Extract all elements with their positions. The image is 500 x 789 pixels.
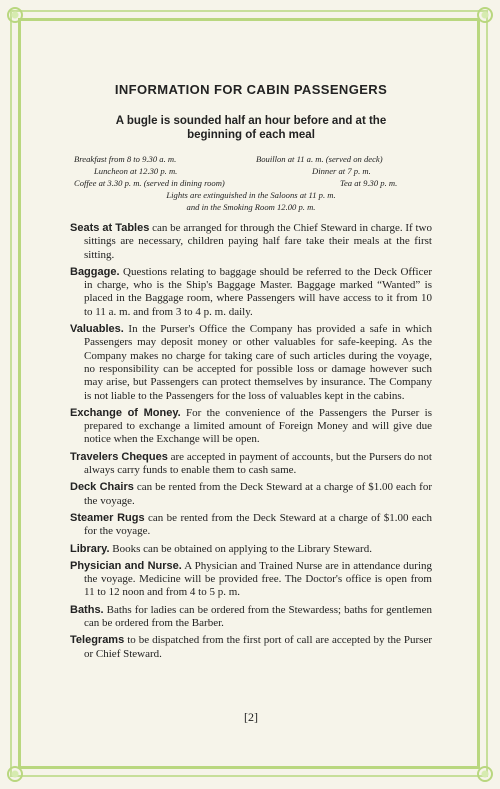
- subtitle-line: A bugle is sounded half an hour before and at the: [115, 115, 387, 127]
- entry-term: Exchange of Money.: [70, 406, 181, 419]
- schedule-lights: and in the Smoking Room 12.00 p. m.: [186, 202, 316, 212]
- page-title: INFORMATION FOR CABIN PASSENGERS: [114, 82, 388, 97]
- entry-text: In the Purser's Office the Company has provided a safe in which Passengers may deposit money or other valuables for safe-keeping. As the Company makes no charge for taking care of such articles during the voyage, no responsibility can be accepted for possible loss or damage however such may arise, but Passengers can protect themselves by insurance. The Company is not liable to the Passengers for the loss of valuables kept in the cabins.: [84, 323, 432, 402]
- schedule-bouillon: Bouillon at 11 a. m. (served on deck): [256, 154, 383, 164]
- schedule-lights: Lights are extinguished in the Saloons at 11 p. m.: [166, 190, 336, 200]
- meal-bugle-notice: [70, 114, 432, 142]
- entry-term: Physician and Nurse.: [70, 559, 182, 572]
- schedule-dinner: Dinner at 7 p. m.: [312, 166, 371, 176]
- entry-term: Deck Chairs: [70, 481, 134, 494]
- entry-term: Travelers Cheques: [70, 450, 168, 463]
- entry-text: to be dispatched from the first port of call are accepted by the Purser or Chief Steward.: [84, 634, 432, 660]
- schedule-luncheon: Luncheon at 12.30 p. m.: [94, 166, 178, 176]
- subtitle-line: beginning of each meal: [187, 129, 315, 141]
- schedule-coffee: Coffee at 3.30 p. m. (served in dining room): [74, 178, 225, 188]
- corner-ornament-icon: [7, 7, 23, 23]
- entry-term: Valuables.: [70, 323, 124, 336]
- info-entry: [70, 407, 432, 447]
- info-entry: [70, 560, 432, 600]
- entry-term: Steamer Rugs: [70, 511, 145, 524]
- entry-term: Baths.: [70, 603, 104, 616]
- info-entry: [70, 512, 432, 539]
- entry-text: Questions relating to baggage should be referred to the Deck Officer in charge, who is the Ship's Baggage Master. Baggage marked “Wanted” is placed in the Baggage room, where Passengers will have access to it from 10 to 11 a. m. and from 3 to 4 p. m. daily.: [84, 265, 432, 318]
- info-entry: [70, 481, 432, 508]
- entry-text: can be arranged for through the Chief Steward in charge. If two sittings are necessary, children paying half fare take their meals at the first sitting.: [84, 222, 432, 261]
- entry-text: Books can be obtained on applying to the Library Steward.: [109, 542, 372, 555]
- info-entry: [70, 634, 432, 661]
- page-number: [2]: [244, 710, 258, 724]
- corner-ornament-icon: [477, 766, 493, 782]
- corner-ornament-icon: [477, 7, 493, 23]
- entry-text: can be rented from the Deck Steward at a charge of $1.00 each for the voyage.: [84, 511, 432, 538]
- information-entries: [70, 222, 432, 665]
- entry-text: can be rented from the Deck Steward at a charge of $1.00 each for the voyage.: [84, 481, 432, 507]
- schedule-tea: Tea at 9.30 p. m.: [340, 178, 398, 188]
- info-entry: [70, 323, 432, 403]
- info-entry: [70, 222, 432, 262]
- entry-text: Baths for ladies can be ordered from the Stewardess; baths for gentlemen can be ordered from the Barber.: [84, 603, 432, 630]
- corner-ornament-icon: [7, 766, 23, 782]
- entry-term: Seats at Tables: [70, 222, 150, 234]
- info-entry: [70, 266, 432, 319]
- entry-term: Library.: [70, 542, 110, 555]
- info-entry: [70, 451, 432, 478]
- entry-text: For the convenience of the Passengers the Purser is prepared to exchange a limited amount of Foreign Money and will give due notice when the Exchange will be open.: [84, 406, 432, 446]
- entry-term: Baggage.: [70, 265, 120, 278]
- entry-text: are accepted in payment of accounts, but the Pursers do not always carry funds to enable them to cash same.: [84, 450, 432, 477]
- entry-text: A Physician and Trained Nurse are in attendance during the voyage. Medicine will be provided free. The Doctor's office is open from 11 to 12 noon and from 4 to 5 p. m.: [84, 559, 432, 599]
- entry-term: Telegrams: [70, 634, 125, 647]
- info-entry: [70, 543, 432, 556]
- schedule-breakfast: Breakfast from 8 to 9.30 a. m.: [74, 154, 177, 164]
- info-entry: [70, 604, 432, 631]
